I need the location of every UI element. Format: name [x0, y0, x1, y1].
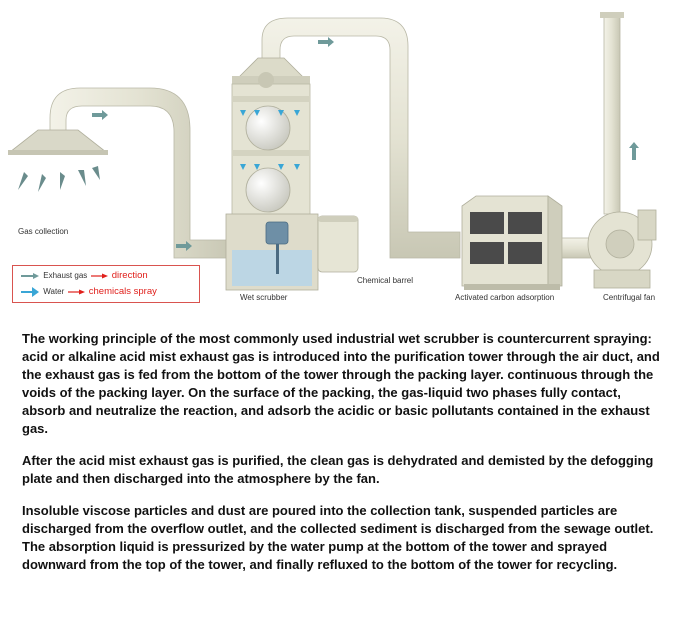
activated-carbon-unit [462, 196, 562, 290]
legend-exhaust-gas [21, 270, 148, 281]
label-gas-collection: Gas collection [18, 227, 69, 236]
chemical-barrel [318, 216, 358, 272]
label-centrifugal-fan: Centrifugal fan [603, 293, 656, 302]
exhaust-arrow-icon [21, 272, 41, 280]
wet-scrubber-tower [226, 58, 318, 290]
water-arrow-icon [21, 287, 41, 297]
red-arrow-icon [67, 288, 87, 296]
legend-water-label: Water [43, 287, 65, 296]
legend [12, 265, 200, 303]
label-activated-carbon: Activated carbon adsorption [455, 293, 555, 302]
centrifugal-fan [588, 210, 656, 288]
legend-direction-label: direction [111, 270, 148, 281]
gas-collection-arrows [18, 166, 100, 192]
red-arrow-icon [90, 272, 110, 280]
label-chemical-barrel: Chemical barrel [357, 276, 414, 285]
label-wet-scrubber: Wet scrubber [240, 293, 288, 302]
legend-chemicals-spray-label: chemicals spray [88, 286, 157, 297]
paragraph-sediment-recycling: Insoluble viscose particles and dust are poured into the collection tank, suspended particles are discharged from the overflow outlet, and the collected sediment is discharged from the sewage outlet. The absorption liquid is pressurized by the water pump at the bottom of the tower and sprayed downward from the top of the tower, and finally refluxed to the bottom of the tower for recycling. [22, 503, 654, 572]
legend-water [21, 286, 157, 297]
legend-exhaust-gas-label: Exhaust gas [43, 271, 88, 280]
paragraph-working-principle: The working principle of the most commonly used industrial wet scrubber is countercurrent spraying: acid or alkaline acid mist exhaust gas is introduced into the purification tower through the air duct, and the exhaust gas is fed from the bottom of the tower through the packing layer. continuous through the voids of the packing layer. On the surface of the packing, the gas-liquid two phases fully contact, absorb and neutralize the reaction, and adsorb the acidic or basic pollutants contained in the exhaust gas. [22, 331, 660, 436]
paragraph-purification: After the acid mist exhaust gas is purified, the clean gas is dehydrated and demisted by the defogging plate and then discharged into the atmosphere by the fan. [22, 453, 654, 486]
description-text [22, 330, 662, 588]
